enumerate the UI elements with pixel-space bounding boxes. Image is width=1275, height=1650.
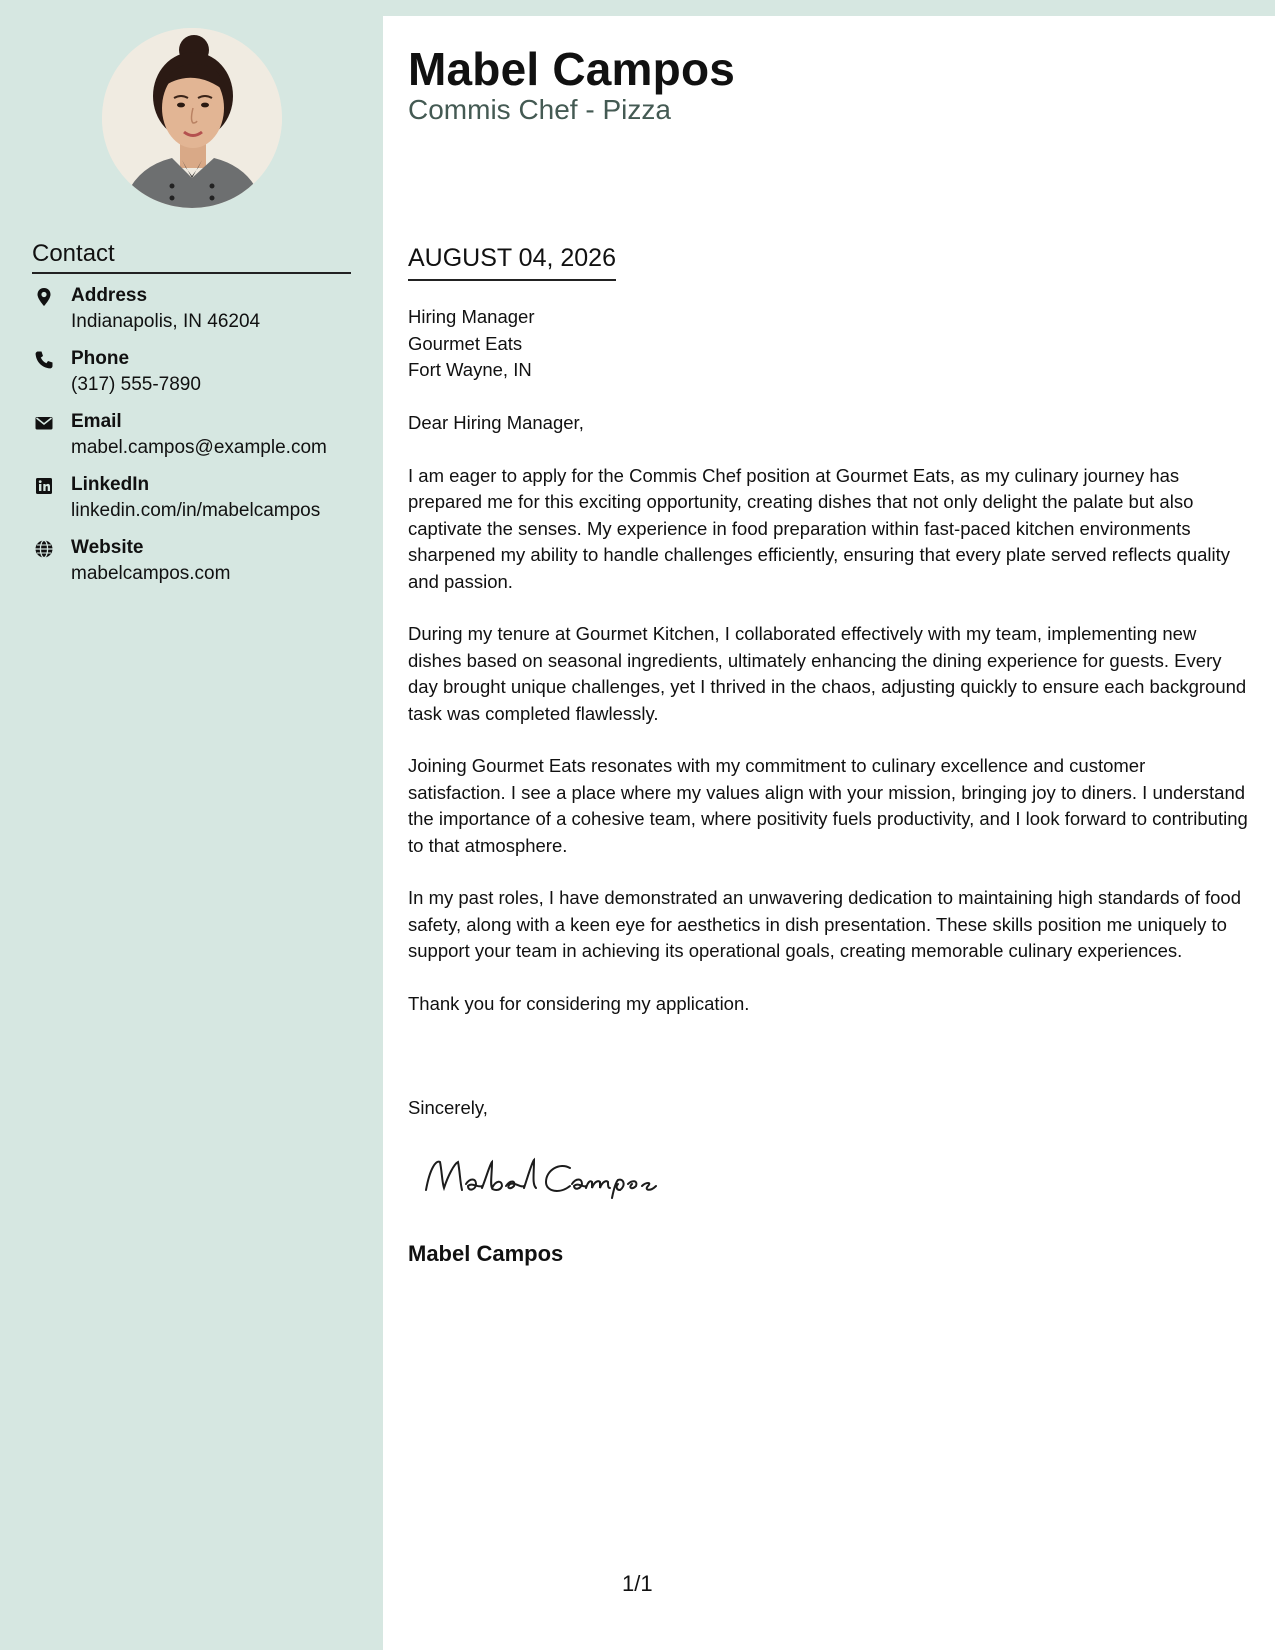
letter-paragraph: I am eager to apply for the Commis Chef position at Gourmet Eats, as my culinary journey has prepared me for this exciting opportunity, creating dishes that not only delight the palate but also captivate the senses. My experience in food preparation within fast-paced kitchen environments sharpened my ability to handle challenges efficiently, ensuring that every plate served reflects quality and passion. [408,464,1231,592]
contact-item-address [32,285,362,348]
contact-label: Website [71,537,144,558]
avatar [102,28,282,208]
contact-value: mabelcampos.com [71,563,231,584]
letter-paragraph: Joining Gourmet Eats resonates with my commitment to culinary excellence and customer satisfaction. I see a place where my values align with your mission, bringing joy to diners. I understand the importance of a cohesive team, where positivity fuels productivity, and I look forward to contributing to that atmosphere. [408,755,1248,856]
contact-label: LinkedIn [71,474,150,495]
contact-value: linkedin.com/in/mabelcampos [71,500,321,521]
signer-name: Mabel Campos [408,1241,564,1266]
contact-item-linkedin [32,474,362,537]
contact-label: Address [71,285,148,306]
contact-item-phone [32,348,362,411]
letter-paragraph: Thank you for considering my application. [408,992,750,1014]
contact-label: Email [71,411,122,432]
recipient-block [408,304,534,384]
contact-item-website [32,537,362,600]
phone-icon [34,350,54,370]
page-number: 1/1 [622,1571,653,1596]
applicant-name: Mabel Campos [408,43,736,95]
applicant-role: Commis Chef - Pizza [408,94,671,125]
contact-value: mabel.campos@example.com [71,437,327,458]
letter-body [408,410,1248,1043]
contact-heading: Contact [32,240,351,274]
contact-value: Indianapolis, IN 46204 [71,311,261,332]
letter-date: AUGUST 04, 2026 [408,244,616,281]
contact-item-email [32,411,362,474]
portrait-image [102,28,282,208]
sidebar [0,0,383,1650]
linkedin-icon [34,476,54,496]
contact-value: (317) 555-7890 [71,374,201,395]
globe-icon [34,539,54,559]
envelope-icon [34,413,54,433]
recipient-line: Gourmet Eats [408,332,523,354]
contact-list [32,285,362,600]
contact-label: Phone [71,348,130,369]
map-pin-icon [34,287,54,307]
recipient-line: Fort Wayne, IN [408,359,532,380]
letter-paragraph: In my past roles, I have demonstrated an unwavering dedication to maintaining high standards of food safety, along with a keen eye for aesthetics in dish presentation. These skills position me uniquely to support your team in achieving its operational goals, creating memorable culinary experiences. [408,887,1242,961]
salutation: Dear Hiring Manager, [408,412,584,433]
signature-image [420,1148,670,1208]
handwritten-signature [420,1148,670,1208]
letter-paragraph: During my tenure at Gourmet Kitchen, I collaborated effectively with my team, implementing new dishes based on seasonal ingredients, ultimately enhancing the dining experience for guests. Every day brought unique challenges, yet I thrived in the chaos, adjusting quickly to ensure each background task was completed flawlessly. [408,623,1247,724]
recipient-line: Hiring Manager [408,306,535,327]
closing: Sincerely, [408,1097,488,1118]
